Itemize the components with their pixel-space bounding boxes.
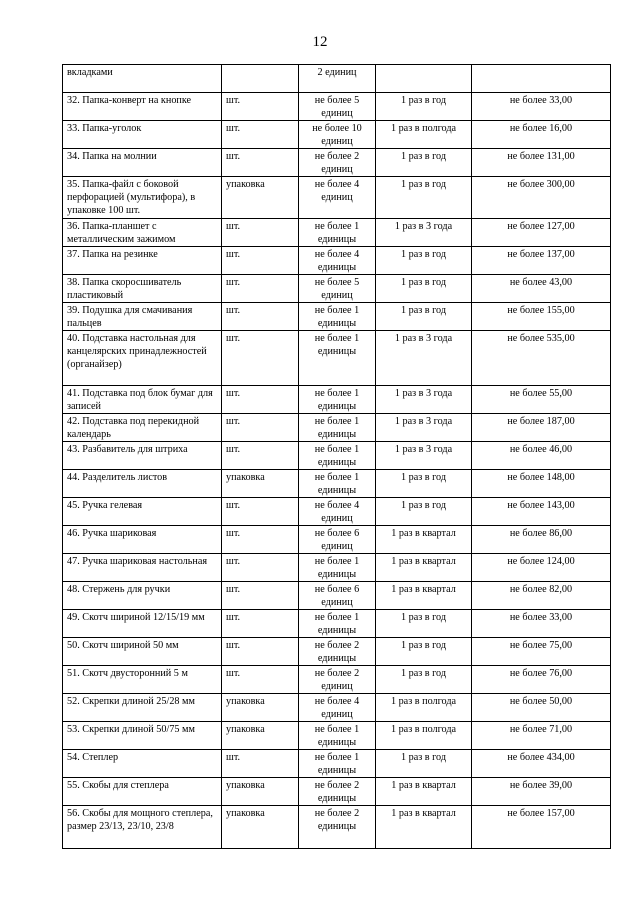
cell-name: 36. Папка-планшет с металлическим зажимом (63, 219, 222, 247)
table-row (63, 470, 611, 498)
cell-frequency: 1 раз в год (376, 303, 472, 331)
cell-frequency: 1 раз в полгода (376, 694, 472, 722)
table-row (63, 442, 611, 470)
cell-quantity: не более 1 единицы (299, 414, 376, 442)
cell-unit: шт. (222, 582, 299, 610)
cell-quantity: не более 1 единицы (299, 442, 376, 470)
cell-quantity: не более 1 единицы (299, 554, 376, 582)
cell-name: 40. Подставка настольная для канцелярских принадлежностей (органайзер) (63, 331, 222, 386)
cell-name: 53. Скрепки длиной 50/75 мм (63, 722, 222, 750)
cell-frequency (376, 65, 472, 93)
cell-quantity: не более 4 единицы (299, 247, 376, 275)
cell-name: 49. Скотч шириной 12/15/19 мм (63, 610, 222, 638)
cell-price: не более 33,00 (472, 610, 611, 638)
cell-price: не более 33,00 (472, 93, 611, 121)
cell-price: не более 131,00 (472, 149, 611, 177)
cell-unit: шт. (222, 526, 299, 554)
cell-quantity: не более 4 единиц (299, 177, 376, 219)
table-row (63, 219, 611, 247)
table-row (63, 722, 611, 750)
cell-frequency: 1 раз в 3 года (376, 414, 472, 442)
cell-frequency: 1 раз в квартал (376, 806, 472, 849)
cell-unit: шт. (222, 247, 299, 275)
cell-price: не более 137,00 (472, 247, 611, 275)
table-row (63, 610, 611, 638)
cell-quantity: не более 4 единиц (299, 694, 376, 722)
table-row (63, 694, 611, 722)
cell-name: 37. Папка на резинке (63, 247, 222, 275)
cell-price: не более 143,00 (472, 498, 611, 526)
cell-price: не более 76,00 (472, 666, 611, 694)
cell-name: 42. Подставка под перекидной календарь (63, 414, 222, 442)
cell-quantity: не более 4 единиц (299, 498, 376, 526)
cell-price: не более 75,00 (472, 638, 611, 666)
cell-price: не более 187,00 (472, 414, 611, 442)
cell-frequency: 1 раз в квартал (376, 526, 472, 554)
cell-name: 48. Стержень для ручки (63, 582, 222, 610)
cell-price: не более 16,00 (472, 121, 611, 149)
cell-frequency: 1 раз в год (376, 149, 472, 177)
supplies-table-body (63, 65, 611, 849)
cell-name: 56. Скобы для мощного степлера, размер 23/13, 23/10, 23/8 (63, 806, 222, 849)
cell-unit: шт. (222, 219, 299, 247)
cell-frequency: 1 раз в 3 года (376, 331, 472, 386)
cell-quantity: не более 5 единиц (299, 275, 376, 303)
cell-unit: шт. (222, 750, 299, 778)
cell-quantity: не более 1 единицы (299, 386, 376, 414)
cell-frequency: 1 раз в год (376, 666, 472, 694)
cell-frequency: 1 раз в квартал (376, 554, 472, 582)
cell-unit: упаковка (222, 470, 299, 498)
table-row (63, 149, 611, 177)
cell-unit: шт. (222, 386, 299, 414)
cell-unit: упаковка (222, 778, 299, 806)
table-row (63, 582, 611, 610)
cell-unit: шт. (222, 121, 299, 149)
cell-name: 43. Разбавитель для штриха (63, 442, 222, 470)
cell-price: не более 39,00 (472, 778, 611, 806)
cell-price: не более 71,00 (472, 722, 611, 750)
cell-quantity: не более 1 единицы (299, 470, 376, 498)
cell-name: 44. Разделитель листов (63, 470, 222, 498)
cell-frequency: 1 раз в 3 года (376, 219, 472, 247)
cell-frequency: 1 раз в год (376, 610, 472, 638)
cell-price: не более 155,00 (472, 303, 611, 331)
cell-name: 50. Скотч шириной 50 мм (63, 638, 222, 666)
table-row (63, 93, 611, 121)
table-row (63, 414, 611, 442)
cell-price: не более 124,00 (472, 554, 611, 582)
cell-unit: шт. (222, 149, 299, 177)
cell-name: 51. Скотч двусторонний 5 м (63, 666, 222, 694)
table-row (63, 121, 611, 149)
cell-frequency: 1 раз в квартал (376, 778, 472, 806)
table-row (63, 275, 611, 303)
cell-unit: шт. (222, 666, 299, 694)
table-row (63, 666, 611, 694)
table-row (63, 750, 611, 778)
cell-frequency: 1 раз в год (376, 750, 472, 778)
table-row (63, 498, 611, 526)
cell-quantity: не более 5 единиц (299, 93, 376, 121)
table-row (63, 386, 611, 414)
cell-price: не более 127,00 (472, 219, 611, 247)
table-row (63, 65, 611, 93)
cell-unit: шт. (222, 93, 299, 121)
table-row (63, 526, 611, 554)
cell-frequency: 1 раз в полгода (376, 722, 472, 750)
cell-frequency: 1 раз в полгода (376, 121, 472, 149)
cell-quantity: 2 единиц (299, 65, 376, 93)
cell-price: не более 300,00 (472, 177, 611, 219)
cell-quantity: не более 6 единиц (299, 582, 376, 610)
cell-quantity: не более 1 единицы (299, 610, 376, 638)
cell-price: не более 434,00 (472, 750, 611, 778)
cell-frequency: 1 раз в год (376, 247, 472, 275)
table-row (63, 177, 611, 219)
cell-price: не более 148,00 (472, 470, 611, 498)
cell-price: не более 50,00 (472, 694, 611, 722)
cell-frequency: 1 раз в год (376, 177, 472, 219)
cell-price: не более 55,00 (472, 386, 611, 414)
cell-unit: шт. (222, 498, 299, 526)
cell-name: 46. Ручка шариковая (63, 526, 222, 554)
cell-name: 33. Папка-уголок (63, 121, 222, 149)
cell-quantity: не более 1 единицы (299, 750, 376, 778)
page-number: 12 (312, 34, 328, 50)
cell-quantity: не более 1 единицы (299, 303, 376, 331)
table-row (63, 554, 611, 582)
cell-name: 39. Подушка для смачивания пальцев (63, 303, 222, 331)
cell-quantity: не более 1 единицы (299, 219, 376, 247)
table-row (63, 638, 611, 666)
cell-unit: упаковка (222, 177, 299, 219)
cell-name: 32. Папка-конверт на кнопке (63, 93, 222, 121)
cell-name: 35. Папка-файл с боковой перфорацией (мультифора), в упаковке 100 шт. (63, 177, 222, 219)
cell-price: не более 535,00 (472, 331, 611, 386)
cell-name: 55. Скобы для степлера (63, 778, 222, 806)
cell-unit: упаковка (222, 722, 299, 750)
cell-quantity: не более 1 единицы (299, 331, 376, 386)
cell-frequency: 1 раз в год (376, 498, 472, 526)
cell-name: 34. Папка на молнии (63, 149, 222, 177)
table-row (63, 303, 611, 331)
cell-price: не более 46,00 (472, 442, 611, 470)
table-row (63, 331, 611, 386)
cell-unit: упаковка (222, 806, 299, 849)
cell-frequency: 1 раз в год (376, 93, 472, 121)
cell-quantity: не более 2 единиц (299, 666, 376, 694)
cell-frequency: 1 раз в год (376, 275, 472, 303)
supplies-table (62, 64, 611, 849)
cell-name: 45. Ручка гелевая (63, 498, 222, 526)
cell-frequency: 1 раз в 3 года (376, 442, 472, 470)
cell-quantity: не более 2 единиц (299, 149, 376, 177)
cell-unit: шт. (222, 638, 299, 666)
cell-unit: шт. (222, 414, 299, 442)
cell-unit: шт. (222, 442, 299, 470)
table-row (63, 247, 611, 275)
cell-quantity: не более 6 единиц (299, 526, 376, 554)
cell-unit: шт. (222, 610, 299, 638)
cell-quantity: не более 2 единицы (299, 778, 376, 806)
cell-name: 41. Подставка под блок бумаг для записей (63, 386, 222, 414)
cell-quantity: не более 10 единиц (299, 121, 376, 149)
cell-price: не более 157,00 (472, 806, 611, 849)
cell-frequency: 1 раз в квартал (376, 582, 472, 610)
cell-quantity: не более 2 единицы (299, 638, 376, 666)
cell-unit: упаковка (222, 694, 299, 722)
cell-price: не более 43,00 (472, 275, 611, 303)
cell-unit: шт. (222, 554, 299, 582)
cell-price: не более 86,00 (472, 526, 611, 554)
cell-price (472, 65, 611, 93)
cell-name: 38. Папка скоросшиватель пластиковый (63, 275, 222, 303)
cell-unit: шт. (222, 331, 299, 386)
cell-quantity: не более 2 единицы (299, 806, 376, 849)
cell-price: не более 82,00 (472, 582, 611, 610)
cell-frequency: 1 раз в 3 года (376, 386, 472, 414)
cell-name: вкладками (63, 65, 222, 93)
cell-name: 52. Скрепки длиной 25/28 мм (63, 694, 222, 722)
cell-unit (222, 65, 299, 93)
cell-name: 54. Степлер (63, 750, 222, 778)
cell-quantity: не более 1 единицы (299, 722, 376, 750)
cell-frequency: 1 раз в год (376, 470, 472, 498)
cell-unit: шт. (222, 303, 299, 331)
cell-frequency: 1 раз в год (376, 638, 472, 666)
cell-name: 47. Ручка шариковая настольная (63, 554, 222, 582)
table-row (63, 806, 611, 849)
cell-unit: шт. (222, 275, 299, 303)
table-row (63, 778, 611, 806)
